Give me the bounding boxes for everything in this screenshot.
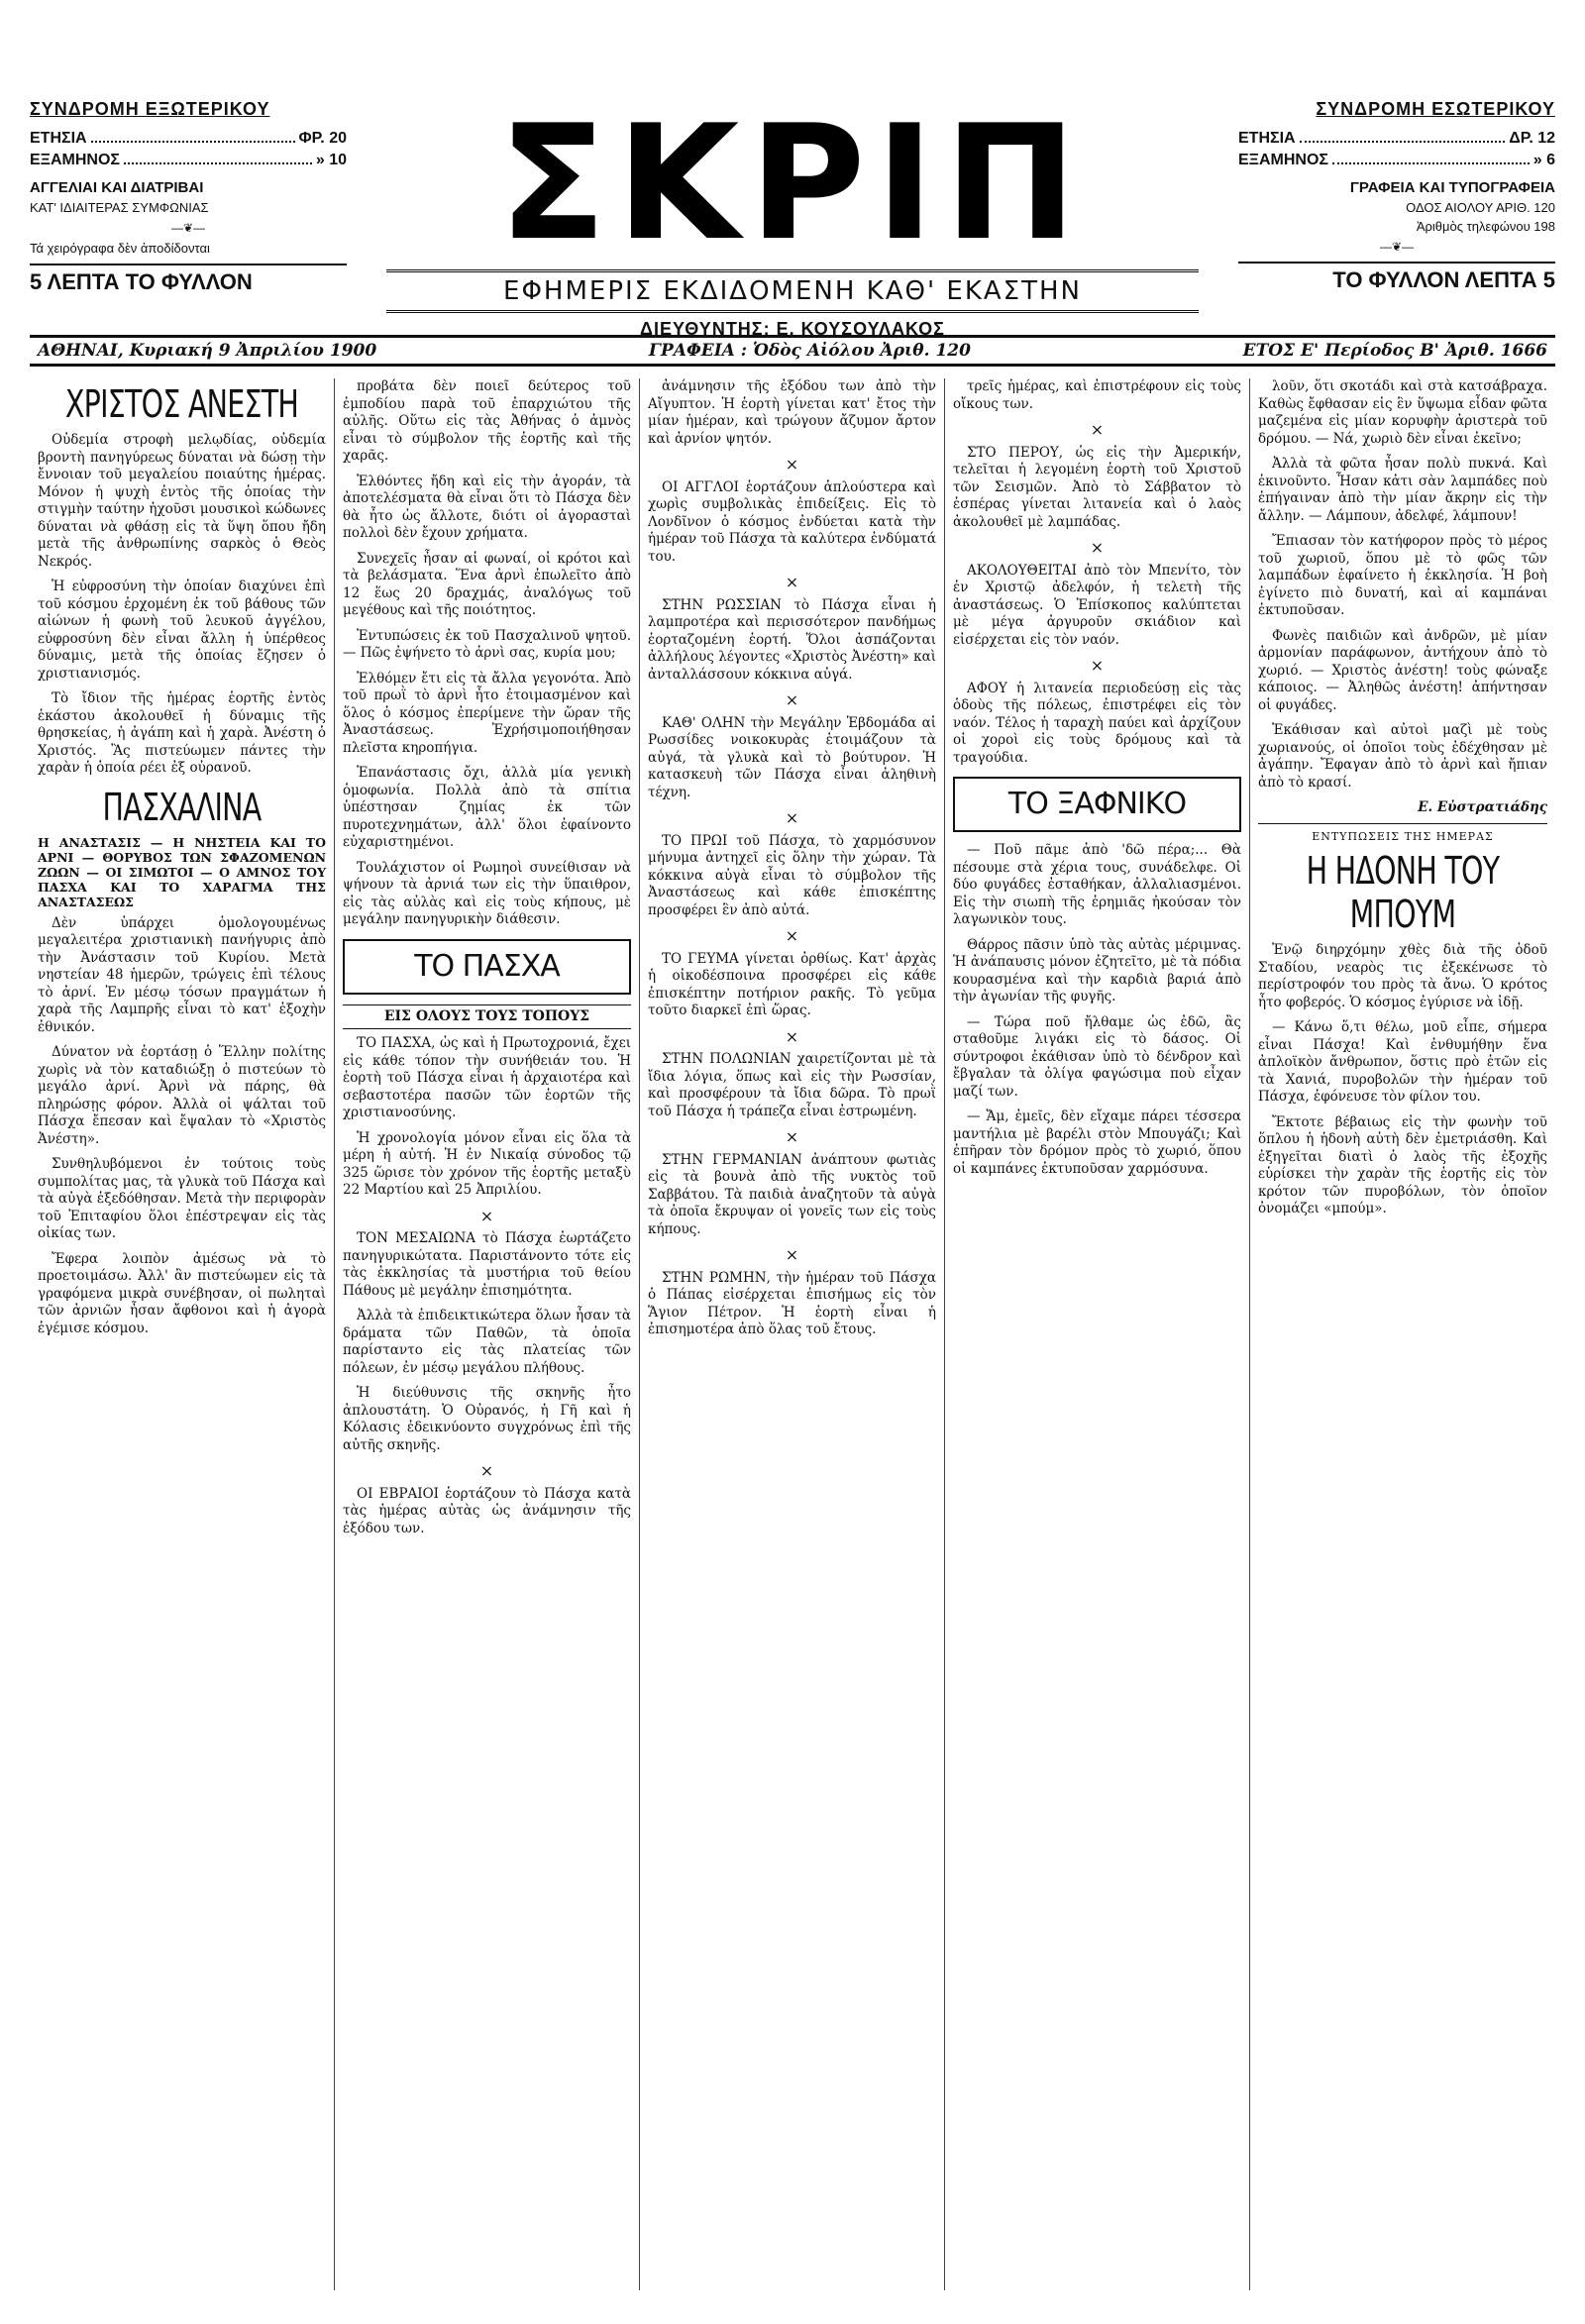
article-paragraph: ΑΚΟΛΟΥΘΕΙΤΑΙ ἀπὸ τὸν Μπενίτο, τὸν ἐν Χριστῷ ἀδελφόν, ἡ τελετὴ τῆς ἀναστάσεως. Ὁ Ἐπίσκοπος καλύπτεται μὲ μέγα ἀργυροῦν σκιάδιον καὶ εἰσέρχεται εἰς τὸν ναόν. (953, 562, 1241, 648)
foreign-subscription-box: ΣΥΝΔΡΟΜΗ ΕΞΩΤΕΡΙΚΟΥ ΕΤΗΣΙΑ ΦΡ. 20 ΕΞΑΜΗΝΟΣ » 10 ΑΓΓΕΛΙΑΙ ΚΑΙ ΔΙΑΤΡΙΒΑΙ ΚΑΤ' ΙΔΙΑΙΤΕΡΑΣ ΣΥΜΦΩΝΙΑΣ —❦— Τά χειρόγραφα δὲν ἀποδίδονται 5 ΛΕΠΤΑ ΤΟ ΦΥΛΛΟΝ (30, 99, 347, 294)
article-paragraph: ΣΤΗΝ ΠΟΛΩΝΙΑΝ χαιρετίζονται μὲ τὰ ἴδια λόγια, ὅπως καὶ εἰς τὴν Ρωσσίαν, καὶ προσφέρουν τὰ ἴδια δῶρα. Τὸ πρωῒ τοῦ Πάσχα ἡ τράπεζα εἶναι ἐστρωμένη. (648, 1051, 936, 1119)
separator: × (785, 808, 799, 827)
title-block (386, 90, 1199, 339)
separator: × (785, 690, 799, 709)
manuscripts-note: Τά χειρόγραφα δὲν ἀποδίδονται (30, 241, 210, 256)
separator: × (785, 1127, 799, 1146)
ads-terms: ΚΑΤ' ΙΔΙΑΙΤΕΡΑΣ ΣΥΜΦΩΝΙΑΣ (30, 200, 209, 215)
article-paragraph: Ἐπανάστασις ὄχι, ἀλλὰ μία γενικὴ ὁμοφωνία. Πολλὰ ἀπὸ τὰ σπίτια ὑπέστησαν ζημίας ἐκ τῶν πυροτεχνημάτων, ἀλλ' ὅλοι ἐφαίνοντο εὐχαριστημένοι. (343, 765, 631, 850)
article-paragraph: ΣΤΗΝ ΓΕΡΜΑΝΙΑΝ ἀνάπτουν φωτιὰς εἰς τὰ βουνὰ ἀπὸ τῆς νυκτὸς τοῦ Σαββάτου. Τὰ παιδιὰ ἀναζητοῦν τὰ αὐγὰ τὰ ὁποῖα ἔκρυψαν οἱ γονεῖς των εἰς τοὺς κήπους. (648, 1151, 936, 1237)
separator: × (785, 1245, 799, 1264)
article-paragraph: ἀνάμνησιν τῆς ἐξόδου των ἀπὸ τὴν Αἴγυπτον. Ἡ ἑορτὴ γίνεται κατ' ἔτος τὴν μίαν ἡμέραν, καὶ τρώγουν ἄζυμον ἄρτον καὶ ἀρνίον ψητόν. (648, 378, 936, 447)
article-paragraph: Θάρρος πᾶσιν ὑπὸ τὰς αὐτὰς μέριμνας. Ἡ ἀνάπαυσις μόνον ἐζητεῖτο, μὲ τὰ πόδια κουρασμένα καὶ τὴν καρδιὰ βαριά ἀπὸ τὴν ἀγωνίαν τῆς φυγῆς. (953, 936, 1241, 1004)
article-headline: ΧΡΙΣΤΟΣ ΑΝΕΣΤΗ (64, 382, 299, 426)
article-paragraph: Ἔπιασαν τὸν κατήφορον πρὸς τὸ μέρος τοῦ χωριοῦ, ὅπου μὲ τὸ φῶς τῶν λαμπάδων ἐφαίνετο ἡ ἐκκλησία. Ἡ βοὴ ἐγίνετο πιὸ δυνατή, καὶ αἱ καμπάναι ἐκτυποῦσαν. (1258, 533, 1547, 618)
article-paragraph: Ἐλθόντες ἤδη καὶ εἰς τὴν ἀγοράν, τὰ ἀποτελέσματα θὰ εἶναι ὅτι τὸ Πάσχα δὲν θὰ ἦτο ὡς ἄλλοτε, διότι οἱ ἀγορασταὶ πολλοὶ δὲν ἔχουν χρήματα. (343, 473, 631, 541)
subscription-row: ΕΤΗΣΙΑ ΔΡ. 12 (1238, 130, 1555, 147)
article-headline: ΠΑΣΧΑΛΙΝΑ (102, 785, 262, 829)
article-paragraph: Ἔκτοτε βέβαιως εἰς τὴν φωνὴν τοῦ ὅπλου ἡ ἡδονὴ αὐτὴ δὲν ἐμετριάσθη. Καὶ ἐξηγεῖται διατὶ ὁ λαὸς τῆς ἐξοχῆς εὑρίσκει τὴν χαρὰν τῆς ἑορτῆς εἰς τὸν κρότον τῶν πυροβόλων, τὸν ὁποῖον ὀνομάζει «μπούμ». (1258, 1113, 1547, 1216)
newspaper-subtitle: ΕΦΗΜΕΡΙΣ ΕΚΔΙΔΟΜΕΝΗ ΚΑΘ' ΕΚΑΣΤΗΝ (386, 269, 1199, 313)
price-label: 5 ΛΕΠΤΑ ΤΟ ΦΥΛΛΟΝ (30, 264, 347, 295)
article-paragraph: Ἐντυπώσεις ἐκ τοῦ Πασχαλινοῦ ψητοῦ. — Πῶς ἐψήνετο τὸ ἀρνὶ σας, κυρία μου; (343, 627, 631, 661)
article-columns (30, 378, 1555, 2290)
article-headline: ΤΟ ΞΑΦΝΙΚΟ (953, 777, 1241, 832)
price-label: ΤΟ ΦΥΛΛΟΝ ΛΕΠΤΑ 5 (1238, 262, 1555, 293)
article-paragraph: Ἀλλὰ τὰ φῶτα ἦσαν πολὺ πυκνά. Καὶ ἐκινοῦντο. Ἦσαν κἀτι σὰν λαμπάδες ποὺ ἐπήγαιναν ἀπὸ τὴν μίαν ἄκρην εἰς τὴν ἄλλην. — Λάμπουν, ἀδελφέ, λάμπουν! (1258, 456, 1547, 524)
offices-address: ΟΔΟΣ ΑΙΟΛΟΥ ΑΡΙΘ. 120 (1406, 200, 1555, 215)
article-paragraph: Ἡ εὐφροσύνη τὴν ὁποίαν διαχύνει ἐπὶ τοῦ κόσμου ἐρχομένη ἐκ τοῦ βάθους τῶν αἰώνων ἡ φωνὴ τοῦ λευκοῦ ἀγγέλου, εὐφροσύνη δὲν εἶναι ἄλλη ἡ ὑπέρθεος δύναμις, μετὰ τῆς ὁποίας ἔζησεν ὁ χριστιανισμός. (38, 579, 326, 682)
article-paragraph: — Ἄμ, ἐμεῖς, δὲν εἴχαμε πάρει τέσσερα μαντήλια μὲ βαρέλι στὸν Μπουγάζι; Καὶ ἐπῆραν τὸν δρόμον πρὸς τὸ χωριό, ὅπου οἱ καμπάνες ἐκτυποῦσαν χαρμόσυνα. (953, 1109, 1241, 1177)
article-paragraph: Ἐλθόμεν ἔτι εἰς τὰ ἄλλα γεγονότα. Ἀπὸ τοῦ πρωῒ τὸ ἀρνὶ ἦτο ἐτοιμασμένον καὶ ὅλος ὁ κόσμος ἐπερίμενε τὴν ὥραν τῆς Ἀναστάσεως. Ἐχρήσιμοποιήθησαν πλεῖστα κηροπήγια. (343, 670, 631, 756)
column-5 (1250, 378, 1555, 2290)
editor-line: ΔΙΕΥΘΥΝΤΗΣ: Ε. ΚΟΥΣΟΥΛΑΚΟΣ (640, 319, 945, 339)
article-paragraph: Δὲν ὑπάρχει ὁμολογουμένως μεγαλειτέρα χριστιανικὴ πανήγυρις ἀπὸ τὴν Ἀνάστασιν τοῦ Κυρίου. Μετὰ νηστείαν 48 ἡμερῶν, τρώγεις ἐπὶ τέλους τὸ ἀρνί. Ἐν μέσῳ τόσων πραγμάτων ἡ χαρὰ τῆς Λαμπρῆς εἶναι τὸ κατ' ἐξοχὴν ἐθνικόν. (38, 914, 326, 1035)
column-2 (335, 378, 640, 2290)
article-paragraph: τρεῖς ἡμέρας, καὶ ἐπιστρέφουν εἰς τοὺς οἴκους των. (953, 378, 1241, 412)
article-paragraph: ΟΙ ΑΓΓΛΟΙ ἑορτάζουν ἁπλούστερα καὶ χωρὶς συμβολικὰς ἐπιδείξεις. Εἰς τὸ Λονδῖνον ὁ κόσμος ἐνδύεται κατὰ τὴν ἡμέραν τοῦ Πάσχα τὰ καλύτερα ἐνδύματά του. (648, 478, 936, 565)
article-paragraph: Ἡ διεύθυνσις τῆς σκηνῆς ἦτο ἀπλουστάτη. Ὁ Οὐρανός, ἡ Γῆ καὶ ἡ Κόλασις ἐδεικνύοντο συγχρόνως ἐπὶ τῆς αὐτῆς σκηνῆς. (343, 1385, 631, 1453)
subscription-row: ΕΤΗΣΙΑ ΦΡ. 20 (30, 130, 347, 147)
article-paragraph: ΣΤΗΝ ΡΩΜΗΝ, τὴν ἡμέραν τοῦ Πάσχα ὁ Πάπας εἰσέρχεται ἐπισήμως εἰς τὸν Ἅγιον Πέτρον. Ἡ ἑορτὴ εἶναι ἡ ἐπισημοτέρα ἀπὸ ὅλας τοῦ ἔτους. (648, 1269, 936, 1337)
newspaper-page (30, 90, 1555, 2298)
phone-number: Ἀριθμὸς τηλεφώνου 198 (1416, 219, 1555, 234)
article-paragraph: ΤΟ ΠΡΩΙ τοῦ Πάσχα, τὸ χαρμόσυνον μήνυμα ἀντηχεῖ εἰς ὅλην τὴν χώραν. Τὰ κόκκινα αὐγὰ εἶναι τὸ σύμβολον τῆς Ἀναστάσεως καὶ κάθε ἐπισκέπτης προσφέρει ἓν ἀπὸ αὐτά. (648, 832, 936, 918)
article-paragraph: ΤΟ ΓΕΥΜΑ γίνεται ὀρθίως. Κατ' ἀρχὰς ἡ οἰκοδέσποινα προσφέρει εἰς κάθε ἐπισκέπτην ποτήριον ρακῆς. Τὸ γεῦμα τοῦτο διαρκεῖ ἐπὶ ὥρας. (648, 950, 936, 1018)
offices-title: ΓΡΑΦΕΙΑ ΚΑΙ ΤΥΠΟΓΡΑΦΕΙΑ (1349, 179, 1555, 196)
article-paragraph: Συνθηλυβόμενοι ἐν τούτοις τοὺς συμπολίτας μας, τὰ γλυκὰ τοῦ Πάσχα καὶ τὰ αὐγὰ ἐξεδόθησαν. Μετὰ τὴν περιφορὰν τοῦ Ἐπιταφίου ὅλοι ἐπέστρεψαν εἰς τὰς οἰκίας των. (38, 1156, 326, 1241)
article-paragraph: Ἀλλὰ τὰ ἐπιδεικτικώτερα ὅλων ἦσαν τὰ δράματα τῶν Παθῶν, τὰ ὁποῖα παρίσταντο εἰς τὰς πλατείας τῶν πόλεων, ἐν μέσῳ μεγάλου πλήθους. (343, 1308, 631, 1376)
offices-address: ΓΡΑΦΕΙΑ : Ὁδὸς Αἰόλου Ἀριθ. 120 (648, 341, 971, 361)
article-paragraph: Φωνὲς παιδιῶν καὶ ἀνδρῶν, μὲ μίαν ἁρμονίαν παράφωνον, ἀντήχουν ἀπὸ τὸ χωριό. — Χριστὸς ἀνέστη! τοὺς φώναξε κάποιος. — Ἀληθῶς ἀνέστη! ἀπήντησαν οἱ φυγάδες. (1258, 627, 1547, 713)
article-paragraph: ΣΤΟ ΠΕΡΟΥ, ὡς εἰς τὴν Ἀμερικήν, τελεῖται ἡ λεγομένη ἑορτὴ τοῦ Χριστοῦ τῶν Σεισμῶν. Ἀπὸ τὸ Σάββατον τὸ ἑσπέρας γίνεται λιτανεία καὶ ὁ λαὸς ἀκολουθεῖ μὲ λαμπάδας. (953, 444, 1241, 530)
separator: × (1090, 420, 1105, 439)
article-paragraph: λοῦν, ὅτι σκοτάδι καὶ στὰ κατσάβραχα. Καθὼς ἔφθασαν εἰς ἓν ὕψωμα εἶδαν φῶτα μαζεμένα εἰς μίαν κορυφὴν ἀριστερὰ τοῦ δρόμου. — Νά, χωριὸ δὲν εἶναι ἐκεῖνο; (1258, 378, 1547, 447)
article-headline: ΤΟ ΠΑΣΧΑ (343, 939, 631, 995)
separator: × (785, 573, 799, 591)
article-paragraph: Τὸ ἴδιον τῆς ἡμέρας ἑορτῆς ἐντὸς ἑκάστου ἀκολουθεῖ ἡ δύναμις τῆς θρησκείας, ἡ ἀγάπη καὶ ἡ χαρὰ. Ἀνέστη ὁ Χριστός. Ἂς πιστεύωμεν πάντες τὴν χαρὰν ἡ ὁποία ρέει ἐξ οὐρανοῦ. (38, 690, 326, 776)
column-4 (945, 378, 1250, 2290)
newspaper-logo: ΣΚΡΙΠ (498, 90, 1087, 275)
column-3 (640, 378, 945, 2290)
article-subheadline: ΕΙΣ ΟΛΟΥΣ ΤΟΥΣ ΤΟΠΟΥΣ (343, 1004, 631, 1030)
article-paragraph: — Ποῦ πᾶμε ἀπὸ 'δῶ πέρα;... Θὰ πέσουμε στὰ χέρια τους, συνάδελφε. Οἱ δύο φυγάδες ἐσταθήκαν, ἀλλαλιασμένοι. Εἰς τὴν σιωπὴ τῆς ἐρημιᾶς ἠκούσαν τὸν λαγωνικὸν τους. (953, 842, 1241, 927)
separator: × (785, 1026, 799, 1046)
subscription-title: ΣΥΝΔΡΟΜΗ ΕΞΩΤΕΡΙΚΟΥ (30, 99, 270, 119)
article-paragraph: ΤΟ ΠΑΣΧΑ, ὡς καὶ ἡ Πρωτοχρονιά, ἔχει εἰς κάθε τόπον τὴν συνήθειάν του. Ἡ ἑορτὴ τοῦ Πάσχα εἶναι ἡ ἀρχαιοτέρα καὶ σεβαστοτέρα πασῶν τῶν ἑορτῶν τῆς χριστιανοσύνης. (343, 1035, 631, 1120)
separator: × (785, 455, 799, 474)
article-paragraph: ΚΑΘ' ΟΛΗΝ τὴν Μεγάλην Ἑβδομάδα αἱ Ρωσσίδες νοικοκυρὰς ἑτοιμάζουν τὰ αὐγά, τὰ γλυκὰ καὶ τὸ βούτυρον. Ἡ κατασκευὴ τῶν Πάσχα εἶναι ἀληθινὴ τέχνη. (648, 714, 936, 800)
article-headline: Η ΗΔΟΝΗ ΤΟΥ ΜΠΟΥΜ (1306, 849, 1500, 936)
article-paragraph: Δύνατον νὰ ἑορτάσῃ ὁ Ἕλλην πολίτης χωρὶς νὰ τὸν καταδιώξῃ ὁ πιστεύων τὸ μεγάλο ἀρνί. Ἀρνὶ νὰ πάρης, θὰ πληρώσῃς φόρον. Ἀλλὰ οἱ ψάλται τοῦ Πάσχα ἔπεσαν καὶ ἔψαλαν τὸ «Χριστὸς Ἀνέστη». (38, 1044, 326, 1147)
subscription-title: ΣΥΝΔΡΟΜΗ ΕΣΩΤΕΡΙΚΟΥ (1316, 99, 1555, 119)
column-1 (30, 378, 335, 2290)
subscription-row: ΕΞΑΜΗΝΟΣ » 6 (1238, 152, 1555, 168)
article-paragraph: Οὐδεμία στροφὴ μελῳδίας, οὐδεμία βροντὴ πανηγύρεως δύναται νὰ δώσῃ τὴν ἔννοιαν τοῦ μεγαλείου ποιαύτης ἡμέρας. Μόνον ἡ ψυχὴ ἐντὸς τῆς ὁποίας τὴν στιγμὴν ταύτην ἠχοῦσι μουσικοὶ κώδωνες δύναται νὰ φθάσῃ εἰς τὰ ὕψη ὅπου ἤδη μετὰ τῆς ἀνθρωπίνης σαρκὸς ὁ Θεὸς Νεκρός. (38, 432, 326, 570)
separator: × (479, 1206, 494, 1225)
article-paragraph: ΤΟΝ ΜΕΣΑΙΩΝΑ τὸ Πάσχα ἐωρτάζετο πανηγυρικώτατα. Παριστάνοντο τότε εἰς τὰς ἐκκλησίας τὰ μυστήρια τοῦ θείου Πάθους μὲ μεγάλην ἐπισημότητα. (343, 1230, 631, 1299)
article-paragraph: Ἐνῷ διηρχόμην χθὲς διὰ τῆς ὁδοῦ Σταδίου, νεαρὸς τις ἐξεκένωσε τὸ περίστροφόν του πρὸς τὰ ἄνω. Ὁ κρότος ἦτο φοβερός. Ὁ κόσμος ἐγύρισε νὰ ἰδῇ. (1258, 942, 1547, 1010)
issue-number: ΕΤΟΣ Ε' Περίοδος Β' Ἀριθ. 1666 (1242, 341, 1547, 361)
article-paragraph: Ἐκάθισαν καὶ αὐτοὶ μαζὶ μὲ τοὺς χωριανούς, οἱ ὁποῖοι τοὺς ἐδέχθησαν μὲ ἀγάπην. Ἔφαγαν ἀπὸ τὸ ἀρνὶ καὶ ἤπιαν ἀπὸ τὸ κρασί. (1258, 722, 1547, 791)
article-paragraph: Συνεχεῖς ἦσαν αἱ φωναί, οἱ κρότοι καὶ τὰ βελάσματα. Ἕνα ἀρνὶ ἐπωλεῖτο ἀπὸ 12 ἕως 20 δραχμάς, ἀναλόγως τοῦ μεγέθους καὶ τῆς ποιότητος. (343, 550, 631, 618)
article-paragraph: ΣΤΗΝ ΡΩΣΣΙΑΝ τὸ Πάσχα εἶναι ἡ λαμπροτέρα καὶ περισσότερον πανδήμως ἑορταζομένη ἑορτή. Ὅλοι ἀσπάζονται ἀλλήλους λέγοντες «Χριστὸς Ἀνέστη» καὶ ἀνταλλάσσουν κόκκινα αὐγά. (648, 596, 936, 683)
section-label: ΕΝΤΥΠΩΣΕΙΣ ΤΗΣ ΗΜΕΡΑΣ (1258, 823, 1547, 846)
article-paragraph: — Κάνω ὅ,τι θέλω, μοῦ εἶπε, σήμερα εἶναι Πάσχα! Καὶ ἐνθυμήθην ἕνα ἀπλοϊκὸν ἄνθρωπον, ὅστις πρὸ ἐτῶν εἰς τὰ Χανιά, πυροβολῶν τὴν ἡμέραν τοῦ Πάσχα, ἐφόνευσε τὸν φίλον του. (1258, 1019, 1547, 1105)
article-summary: Η ΑΝΑΣΤΑΣΙΣ — Η ΝΗΣΤΕΙΑ ΚΑΙ ΤΟ ΑΡΝΙ — ΘΟΡΥΒΟΣ ΤΩΝ ΣΦΑΖΟΜΕΝΩΝ ΖΩΩΝ — ΟΙ ΣΙΜΩΤΟΙ — Ο ΑΜΝΟΣ ΤΟΥ ΠΑΣΧΑ ΚΑΙ ΤΟ ΧΑΡΑΓΜΑ ΤΗΣ ΑΝΑΣΤΑΣΕΩΣ (38, 834, 326, 909)
article-paragraph: προβάτα δὲν ποιεῖ δεύτερος τοῦ ἐμποδίου παρὰ τοῦ ἐπαρχιώτου τῆς αὐλῆς. Οὕτω εἰς τὰς Ἀθήνας ὁ ἀμνὸς εἶναι τὸ σύμβολον τῆς ἑορτῆς καὶ τῆς χαρᾶς. (343, 378, 631, 464)
article-paragraph: ΑΦΟΥ ἡ λιτανεία περιοδεύσῃ εἰς τὰς ὁδοὺς τῆς πόλεως, ἐπιστρέφει εἰς τὸν ναόν. Τέλος ἡ ταραχὴ παύει καὶ ἀρχίζουν οἱ χοροὶ εἰς τοὺς δρόμους καὶ τὰ τραγούδια. (953, 680, 1241, 766)
separator: × (479, 1461, 494, 1480)
separator: × (785, 926, 799, 945)
article-paragraph: ΟΙ ΕΒΡΑΙΟΙ ἑορτάζουν τὸ Πάσχα κατὰ τὰς ἡμέρας αὐτὰς ὡς ἀνάμνησιν τῆς ἐξόδου των. (343, 1485, 631, 1536)
separator: × (1090, 656, 1105, 675)
ads-notice: ΑΓΓΕΛΙΑΙ ΚΑΙ ΔΙΑΤΡΙΒΑΙ (30, 179, 204, 196)
article-paragraph: Τουλάχιστον οἱ Ρωμηοὶ συνείθισαν νὰ ψήνουν τὰ ἀρνιά των εἰς τὴν ὕπαιθρον, εἰς τὰς αὐλὰς καὶ εἰς τοὺς κήπους, μὲ μεγάλην πανηγυρικὴν διάθεσιν. (343, 859, 631, 927)
separator: × (1090, 538, 1105, 557)
issue-date: ΑΘΗΝΑΙ, Κυριακή 9 Ἀπριλίου 1900 (38, 341, 377, 361)
article-paragraph: — Τώρα ποῦ ἤλθαμε ὡς ἐδῶ, ἂς σταθοῦμε λιγάκι εἰς τὸ δάσος. Οἱ σύντροφοι ἐκάθισαν ὑπὸ τὸ δένδρον καὶ ἔβγαλαν τὰ ὀλίγα φαγώσιμα ποὺ εἶχαν μαζί των. (953, 1013, 1241, 1100)
subscription-row: ΕΞΑΜΗΝΟΣ » 10 (30, 152, 347, 168)
article-paragraph: Ἡ χρονολογία μόνον εἶναι εἰς ὅλα τὰ μέρη ἡ αὐτή. Ἡ ἐν Νικαίᾳ σύνοδος τῷ 325 ὥρισε τὸν χρόνον τῆς ἑορτῆς μεταξὺ 22 Μαρτίου καὶ 25 Ἀπριλίου. (343, 1129, 631, 1198)
domestic-subscription-box: ΣΥΝΔΡΟΜΗ ΕΣΩΤΕΡΙΚΟΥ ΕΤΗΣΙΑ ΔΡ. 12 ΕΞΑΜΗΝΟΣ » 6 ΓΡΑΦΕΙΑ ΚΑΙ ΤΥΠΟΓΡΑΦΕΙΑ ΟΔΟΣ ΑΙΟΛΟΥ ΑΡΙΘ. 120 Ἀριθμὸς τηλεφώνου 198 —❦— ΤΟ ΦΥΛΛΟΝ ΛΕΠΤΑ 5 (1238, 99, 1555, 292)
author-signature: Ε. Εὐστρατιάδης (1418, 799, 1547, 815)
masthead (30, 90, 1555, 367)
dateline (30, 335, 1555, 367)
article-paragraph: Ἔφερα λοιπὸν ἀμέσως νὰ τὸ προετοιμάσω. Ἀλλ' ἂν πιστεύωμεν εἰς τὰ γραφόμενα μικρὰ συνέβησαν, οἱ πωληταὶ τῶν ἀρνιῶν ἦσαν ἄφθονοι καὶ ἡ ἀγορὰ ἐγέμισε κόσμου. (38, 1250, 326, 1336)
